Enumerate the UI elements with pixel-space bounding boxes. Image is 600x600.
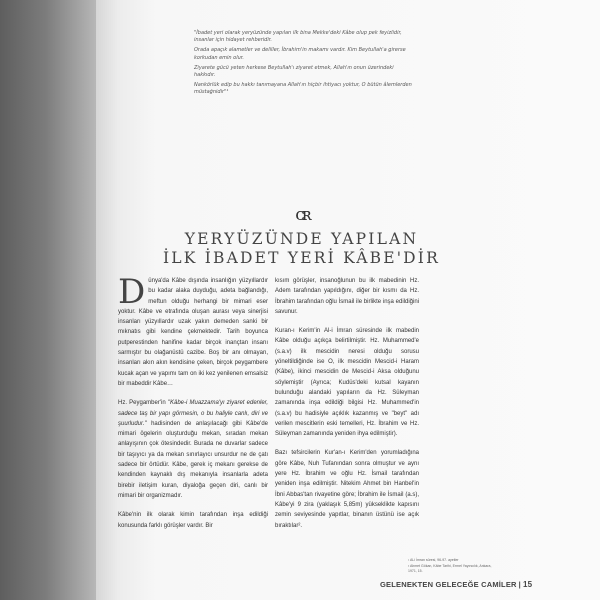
paragraph-text: Hz. Peygamber'in bbox=[118, 400, 168, 407]
footnote: ¹ Al-i İmran süresi, 96-97. ayetler bbox=[408, 558, 459, 562]
footer-separator: | bbox=[518, 580, 521, 589]
drop-cap: D bbox=[118, 272, 146, 312]
paragraph: Kuran-ı Kerim'in Al-i İmran süresinde ilk mabedin Kâbe olduğu açıkça belirtilmiştir. Hz. Muhammed'e (s.a.v) ilk mescidin neresi olduğu sorusu yöneltildiğinde ise O, ilk mescidin Mescid-i Haram (Kâbe), ikinci mescidin de Mescid-i Aksa olduğunu söylemiştir (Ayrıca; Kudüs'deki kutsal kayanın bulunduğu alandaki yapıların da Hz. Süleyman zamanında inşa edildiği bilgisi Hz. Muhammed'in (s.a.v) bu hadisiyle açıklık kazanmış ve "beyt" adı verilen mescitlerin eski temelleri, Hz. İbrahim ve Hz. Süleyman zamanında yeniden ihya edilmiştir). bbox=[275, 328, 419, 438]
paragraph: kısım görüşler, insanoğlunun bu ilk mabedinin Hz. Adem tarafından yapıldığını, diğer bir kısmı da Hz. İbrahim tarafından oğlu İsmail ile birlikte inşa edildiğini savunur. bbox=[275, 278, 419, 315]
quote-line: Ziyarete gücü yeten herkese Beytullah'ı ziyaret etmek, Allah'ın onun üzerindeki hakkıdır. bbox=[194, 64, 394, 79]
running-title: GELENEKTEN GELECEĞE CAMİLER bbox=[380, 580, 517, 589]
paragraph-text: ünya'da Kâbe dışında insanlığın yüzyıllardır bu kadar alaka duyduğu, adeta bağlandığı, meftun olduğu herhangi bir mimari eser yoktur. Kâbe ve etrafında oluşan aurası veya sinerjisi insanları yüzyıllardır uzak yakın demeden sanki bir mıknatıs gibi kendine çekmektedir. Tarih boyunca putperestinden hanifine kadar birçok inançtan insanı sarmıştır bu olağanüstü cazibe. Boş bir anı olmayan, insanları akın akın kendisine çeken, birçok peygambere kucak açan ve yapımı tam on iki kez yenilenen emsalsiz bir mabeddir Kâbe… bbox=[118, 278, 268, 387]
running-footer bbox=[380, 580, 533, 589]
opening-quote bbox=[194, 30, 414, 100]
paragraph bbox=[118, 398, 268, 501]
page-number: 15 bbox=[522, 580, 533, 589]
hadith-quote: "Kâbe-i Muazzama'yı ziyaret edenler, sadece taş bir yapı görmesin, o bu haliyle canlı, diri ve şuurludur." bbox=[118, 400, 268, 427]
paragraph-text: hadisinden de anlaşılacağı gibi Kâbe'de mimari ögelerin oluşturduğu mekan, sıradan mekan anlayışının çok ötesindedir. Burada ne duvarlar sadece bir taşıyıcı ya da mekan sınırlayıcı unsurdur ne de çatı sadece bir örtüdür. Kâbe, gerek iç mekanı gerekse de kendinden kaynaklı dış mekanıyla insanlarla adeta birebir iletişim kuran, diyaloğa geçen diri, canlı bir mimari bir organizmadır. bbox=[118, 420, 268, 499]
paragraph bbox=[118, 272, 268, 389]
quote-line: "İbadet yeri olarak yeryüzünde yapılan ilk bina Mekke'deki Kâbe olup pek feyizlidir, insanlar için hidayet rehberidir. bbox=[194, 30, 402, 44]
quote-line: Orada apaçık alametler ve deliller, İbrahim'in makamı vardır. Kim Beytullah'a girerse korkudan emin olur. bbox=[194, 47, 406, 61]
body-column-left bbox=[118, 272, 268, 540]
section-title-line-1: YERYÜZÜNDE YAPILAN bbox=[184, 230, 419, 248]
quote-line: Nankörlük edip bu hakkı tanımayana Allah'ın hiçbir ihtiyacı yoktur, O bütün âlemlerden müstağnidir"¹ bbox=[194, 82, 412, 96]
ornament-icon: ᴄʀ bbox=[295, 205, 309, 225]
paragraph: Kâbe'nin ilk olarak kimin tarafından inşa edildiği konusunda farklı görüşler vardır. Bir bbox=[118, 512, 268, 529]
paragraph: Bazı tefsircilerin Kur'an-ı Kerim'den yorumladığına göre Kâbe, Nuh Tufanından sonra olmuştur ve aynı yere Hz. İbrahim ve oğlu Hz. İsmail tarafından yeniden inşa edilmiştir. Nitekim Ahmet bin Hanbel'in İbni Abbas'tan rivayetine göre; İbrahim ile İsmail (a.s), Kâbe'yi 9 zira (yaklaşık 5,85m) yükseklikte kapısını zemin seviyesinde yapıtlar, binanın üstünü ise açık bıraktılar². bbox=[275, 450, 419, 529]
section-title-line-2: İLK İBADET YERİ KÂBE'DİR bbox=[162, 249, 441, 267]
footnote: ² Ahmet Gökan, Kâbe Tarihi, Ermel Yayıncılık, Ankara, 1971, 15. bbox=[408, 564, 492, 573]
body-column-right bbox=[275, 276, 419, 540]
footnotes bbox=[408, 558, 496, 575]
